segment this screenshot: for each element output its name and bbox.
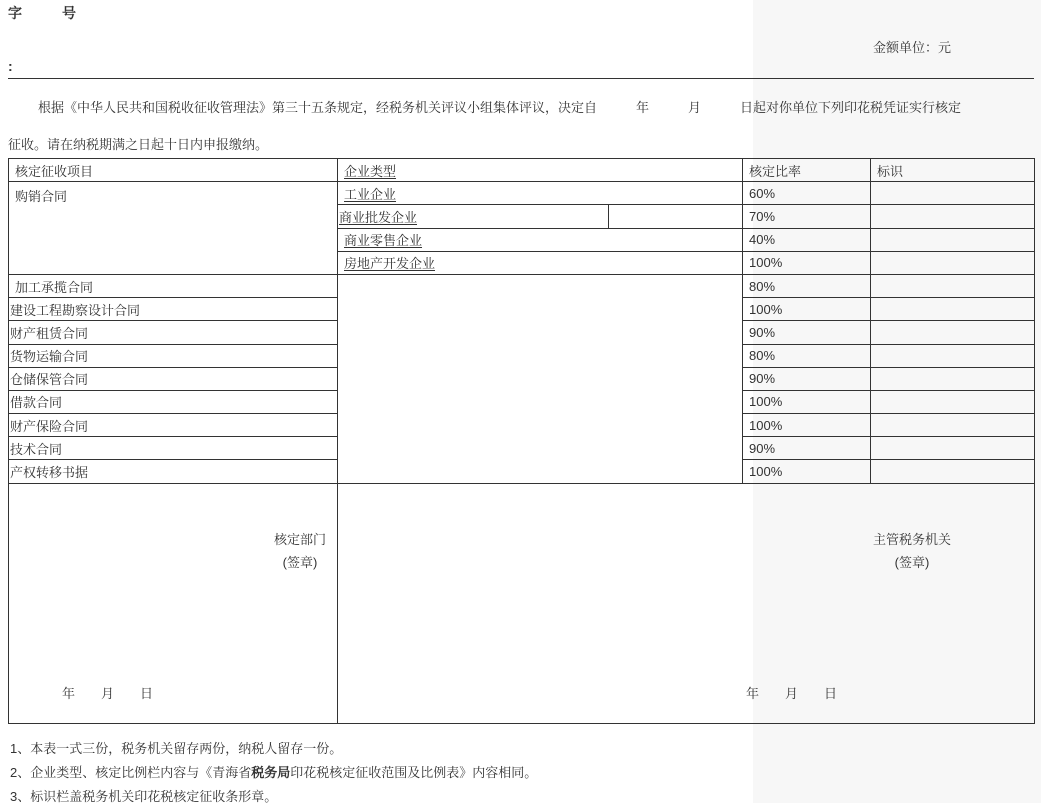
cell-ratio: 100% (743, 414, 871, 437)
cell-ratio: 90% (743, 437, 871, 460)
cell-ratio: 100% (743, 460, 871, 483)
cell-ratio: 40% (743, 228, 871, 251)
mark-cell (871, 344, 1035, 367)
cell-ratio: 70% (743, 205, 871, 228)
addressee-colon: : (8, 58, 13, 74)
footer-notes (10, 737, 537, 803)
approving-dept-label: 核定部门 (273, 531, 326, 547)
col-header-mark: 标识 (871, 159, 1035, 182)
mark-cell (871, 298, 1035, 321)
cell-item: 仓储保管合同 (9, 367, 338, 390)
tax-authority-signature (868, 528, 956, 574)
approving-dept-seal-label: (签章) (282, 554, 318, 570)
cell-ratio: 100% (743, 390, 871, 413)
mark-cell (871, 460, 1035, 483)
tax-authority-label: 主管税务机关 (872, 531, 951, 547)
tax-authority-cell (338, 483, 1035, 723)
cell-ratio: 100% (743, 298, 871, 321)
cell-item: 货物运输合同 (9, 344, 338, 367)
cell-type-wholesale: 商业批发企业 (338, 205, 609, 228)
cell-type-industrial: 工业企业 (338, 182, 743, 205)
mark-cell (871, 321, 1035, 344)
mark-cell (871, 205, 1035, 228)
cell-type-merged-empty (338, 274, 743, 483)
cell-type-retail: 商业零售企业 (338, 228, 743, 251)
footer-note-2: 2、企业类型、核定比例栏内容与《青海省税务局印花税核定征收范围及比例表》内容相同。 (10, 765, 538, 780)
cell-ratio: 80% (743, 274, 871, 297)
cell-item: 借款合同 (9, 390, 338, 413)
assessment-table (8, 158, 1035, 724)
doc-number-word-zi: 字 (8, 5, 22, 21)
cell-ratio: 60% (743, 182, 871, 205)
cell-item: 加工承揽合同 (9, 274, 338, 297)
cell-type-split-empty (609, 205, 743, 228)
mark-cell (871, 251, 1035, 274)
cell-ratio: 80% (743, 344, 871, 367)
table-header-row (9, 159, 1035, 182)
approving-dept-cell (9, 483, 338, 723)
approving-dept-signature (274, 528, 326, 574)
cell-item: 建设工程勘察设计合同 (9, 298, 338, 321)
tax-authority-seal-label: (签章) (894, 554, 930, 570)
col-header-item: 核定征收项目 (9, 159, 338, 182)
cell-item: 技术合同 (9, 437, 338, 460)
amount-unit-label: 金额单位：元 (873, 40, 952, 55)
doc-number-word-hao: 号 (62, 5, 76, 21)
table-row (9, 182, 1035, 205)
cell-item: 财产保险合同 (9, 414, 338, 437)
mark-cell (871, 390, 1035, 413)
mark-cell (871, 414, 1035, 437)
col-header-ratio: 核定比率 (743, 159, 871, 182)
mark-cell (871, 437, 1035, 460)
cell-ratio: 90% (743, 367, 871, 390)
intro-line-1: 根据《中华人民共和国税收征收管理法》第三十五条规定，经税务机关评议小组集体评议，决定自 年 月 日起对你单位下列印花税凭证实行核定 (38, 100, 962, 115)
cell-type-realestate: 房地产开发企业 (338, 251, 743, 274)
footer-note-1: 1、本表一式三份，税务机关留存两份，纳税人留存一份。 (10, 741, 343, 756)
cell-item-purchase-sale: 购销合同 (9, 182, 338, 275)
cell-item: 产权转移书据 (9, 460, 338, 483)
signature-row (9, 483, 1035, 723)
footer-note-2-bold: 税务局 (251, 765, 291, 780)
intro-line-2: 征收。请在纳税期满之日起十日内申报缴纳。 (8, 137, 269, 152)
mark-cell (871, 182, 1035, 205)
mark-cell (871, 367, 1035, 390)
table-row (9, 274, 1035, 297)
col-header-type-label: 企业类型 (344, 163, 397, 179)
mark-cell (871, 228, 1035, 251)
cell-ratio: 100% (743, 251, 871, 274)
col-header-type (338, 159, 743, 182)
top-divider-line (8, 78, 1034, 79)
approving-dept-date: 年 月 日 (62, 685, 154, 701)
cell-item: 财产租赁合同 (9, 321, 338, 344)
cell-ratio: 90% (743, 321, 871, 344)
mark-cell (871, 274, 1035, 297)
footer-note-3: 3、标识栏盖税务机关印花税核定征收条形章。 (10, 789, 278, 803)
tax-authority-date: 年 月 日 (746, 685, 838, 701)
